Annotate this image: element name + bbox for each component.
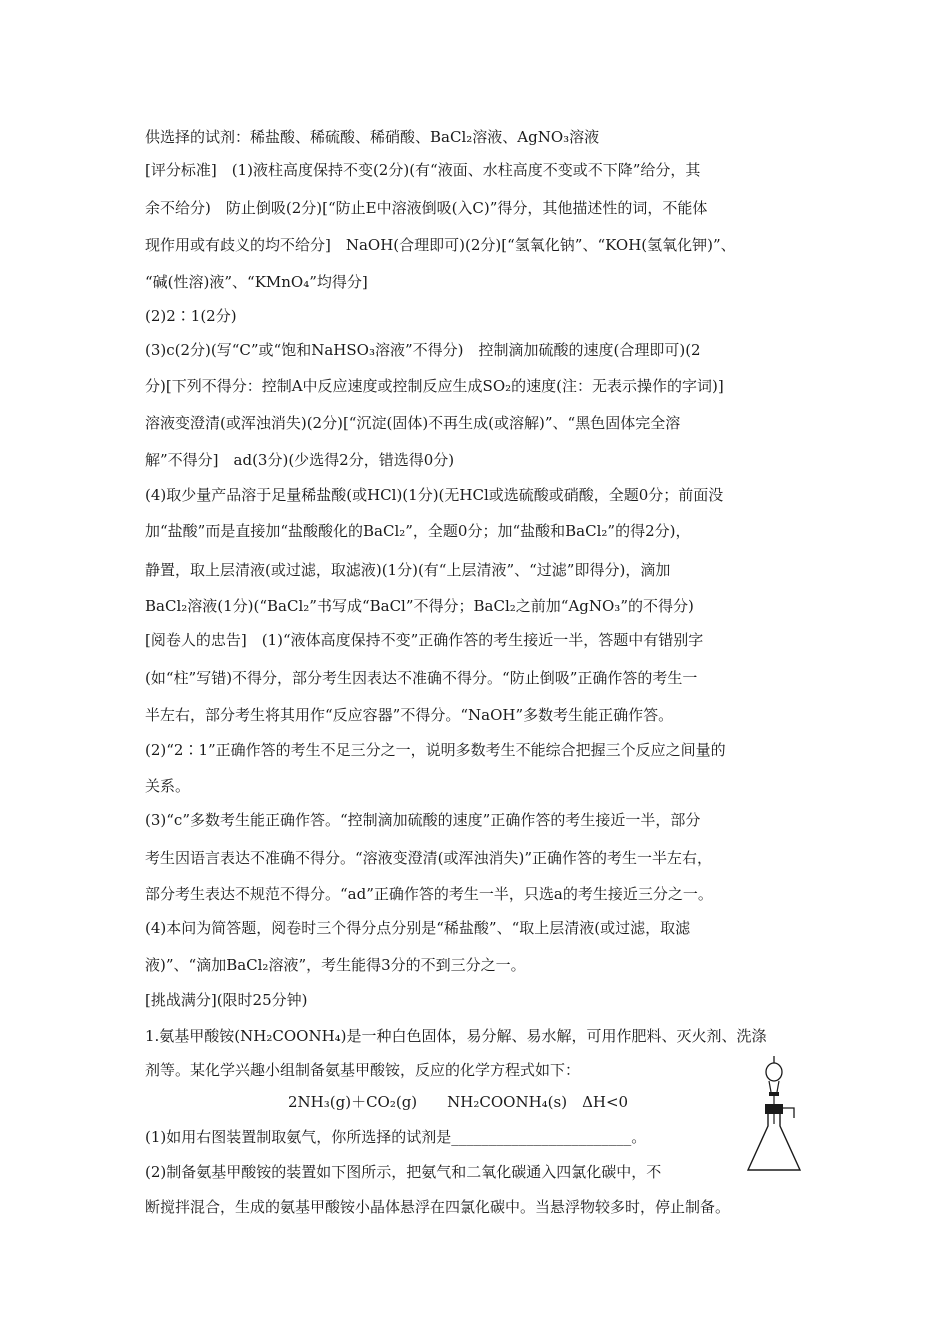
question-text: (1)如用右图装置制取氨气，你所选择的试剂是________________________。 xyxy=(145,1128,647,1146)
text-line: [评分标准] (1)液柱高度保持不变(2分)(有“液面、水柱高度不变或不下降”给分，其 xyxy=(145,161,701,179)
text-line: 加“盐酸”而是直接加“盐酸酸化的BaCl₂”，全题0分；加“盐酸和BaCl₂”的得2分)， xyxy=(145,522,691,540)
text-line: 部分考生表达不规范不得分。“ad”正确作答的考生一半，只选a的考生接近三分之一。 xyxy=(145,885,713,903)
chemical-equation: 2NH₃(g)＋CO₂(g) NH₂COONH₄(s) ΔH<0 xyxy=(288,1093,629,1111)
text-line: 分)[下列不得分：控制A中反应速度或控制反应生成SO₂的速度(注：无表示操作的字词)] xyxy=(145,377,724,395)
text-line: 溶液变澄清(或浑浊消失)(2分)[“沉淀(固体)不再生成(或溶解)”、“黑色固体完全溶 xyxy=(145,414,681,432)
text-line: (2)2∶1(2分) xyxy=(145,307,237,325)
question-text: 断搅拌混合，生成的氨基甲酸铵小晶体悬浮在四氯化碳中。当悬浮物较多时，停止制备。 xyxy=(145,1198,731,1216)
text-line: 余不给分) 防止倒吸(2分)[“防止E中溶液倒吸(入C)”得分，其他描述性的词，不能体 xyxy=(145,199,708,217)
text-line: (3)c(2分)(写“C”或“饱和NaHSO₃溶液”不得分) 控制滴加硫酸的速度(合理即可)(2 xyxy=(145,341,701,359)
section-heading: [挑战满分](限时25分钟) xyxy=(145,991,308,1009)
text-line: (如“柱”写错)不得分，部分考生因表达不准确不得分。“防止倒吸”正确作答的考生一 xyxy=(145,669,698,687)
flask-apparatus-icon xyxy=(738,1052,810,1178)
text-line: 解”不得分] ad(3分)(少选得2分，错选得0分) xyxy=(145,451,455,469)
text-line: 考生因语言表达不准确不得分。“溶液变澄清(或浑浊消失)”正确作答的考生一半左右， xyxy=(145,849,713,867)
question-text: 剂等。某化学兴趣小组制备氨基甲酸铵，反应的化学方程式如下： xyxy=(145,1061,581,1079)
question-text: 1.氨基甲酸铵(NH₂COONH₄)是一种白色固体，易分解、易水解，可用作肥料、灭火剂、洗涤 xyxy=(145,1027,767,1045)
text-line: BaCl₂溶液(1分)(“BaCl₂”书写成“BaCl”不得分；BaCl₂之前加“AgNO₃”的不得分) xyxy=(145,597,694,615)
text-line: (2)“2∶1”正确作答的考生不足三分之一，说明多数考生不能综合把握三个反应之间量的 xyxy=(145,741,726,759)
text-line: 关系。 xyxy=(145,777,191,795)
text-line: 静置，取上层清液(或过滤，取滤液)(1分)(有“上层清液”、“过滤”即得分)，滴加 xyxy=(145,561,671,579)
text-line: (4)取少量产品溶于足量稀盐酸(或HCl)(1分)(无HCl或选硫酸或硝酸，全题0分；前面没 xyxy=(145,486,724,504)
question-text: (2)制备氨基甲酸铵的装置如下图所示，把氨气和二氧化碳通入四氯化碳中，不 xyxy=(145,1163,662,1181)
text-line: 半左右，部分考生将其用作“反应容器”不得分。“NaOH”多数考生能正确作答。 xyxy=(145,706,674,724)
text-line: [阅卷人的忠告] (1)“液体高度保持不变”正确作答的考生接近一半，答题中有错别字 xyxy=(145,631,704,649)
text-line: “碱(性溶)液”、“KMnO₄”均得分] xyxy=(145,273,368,291)
text-line: (4)本问为简答题，阅卷时三个得分点分别是“稀盐酸”、“取上层清液(或过滤，取滤 xyxy=(145,919,691,937)
text-line: 供选择的试剂：稀盐酸、稀硫酸、稀硝酸、BaCl₂溶液、AgNO₃溶液 xyxy=(145,128,600,146)
text-line: (3)“c”多数考生能正确作答。“控制滴加硫酸的速度”正确作答的考生接近一半，部分 xyxy=(145,811,701,829)
text-line: 现作用或有歧义的均不给分] NaOH(合理即可)(2分)[“氢氧化钠”、“KOH(氢氧化钾)”、 xyxy=(145,236,736,254)
text-line: 液)”、“滴加BaCl₂溶液”，考生能得3分的不到三分之一。 xyxy=(145,956,526,974)
